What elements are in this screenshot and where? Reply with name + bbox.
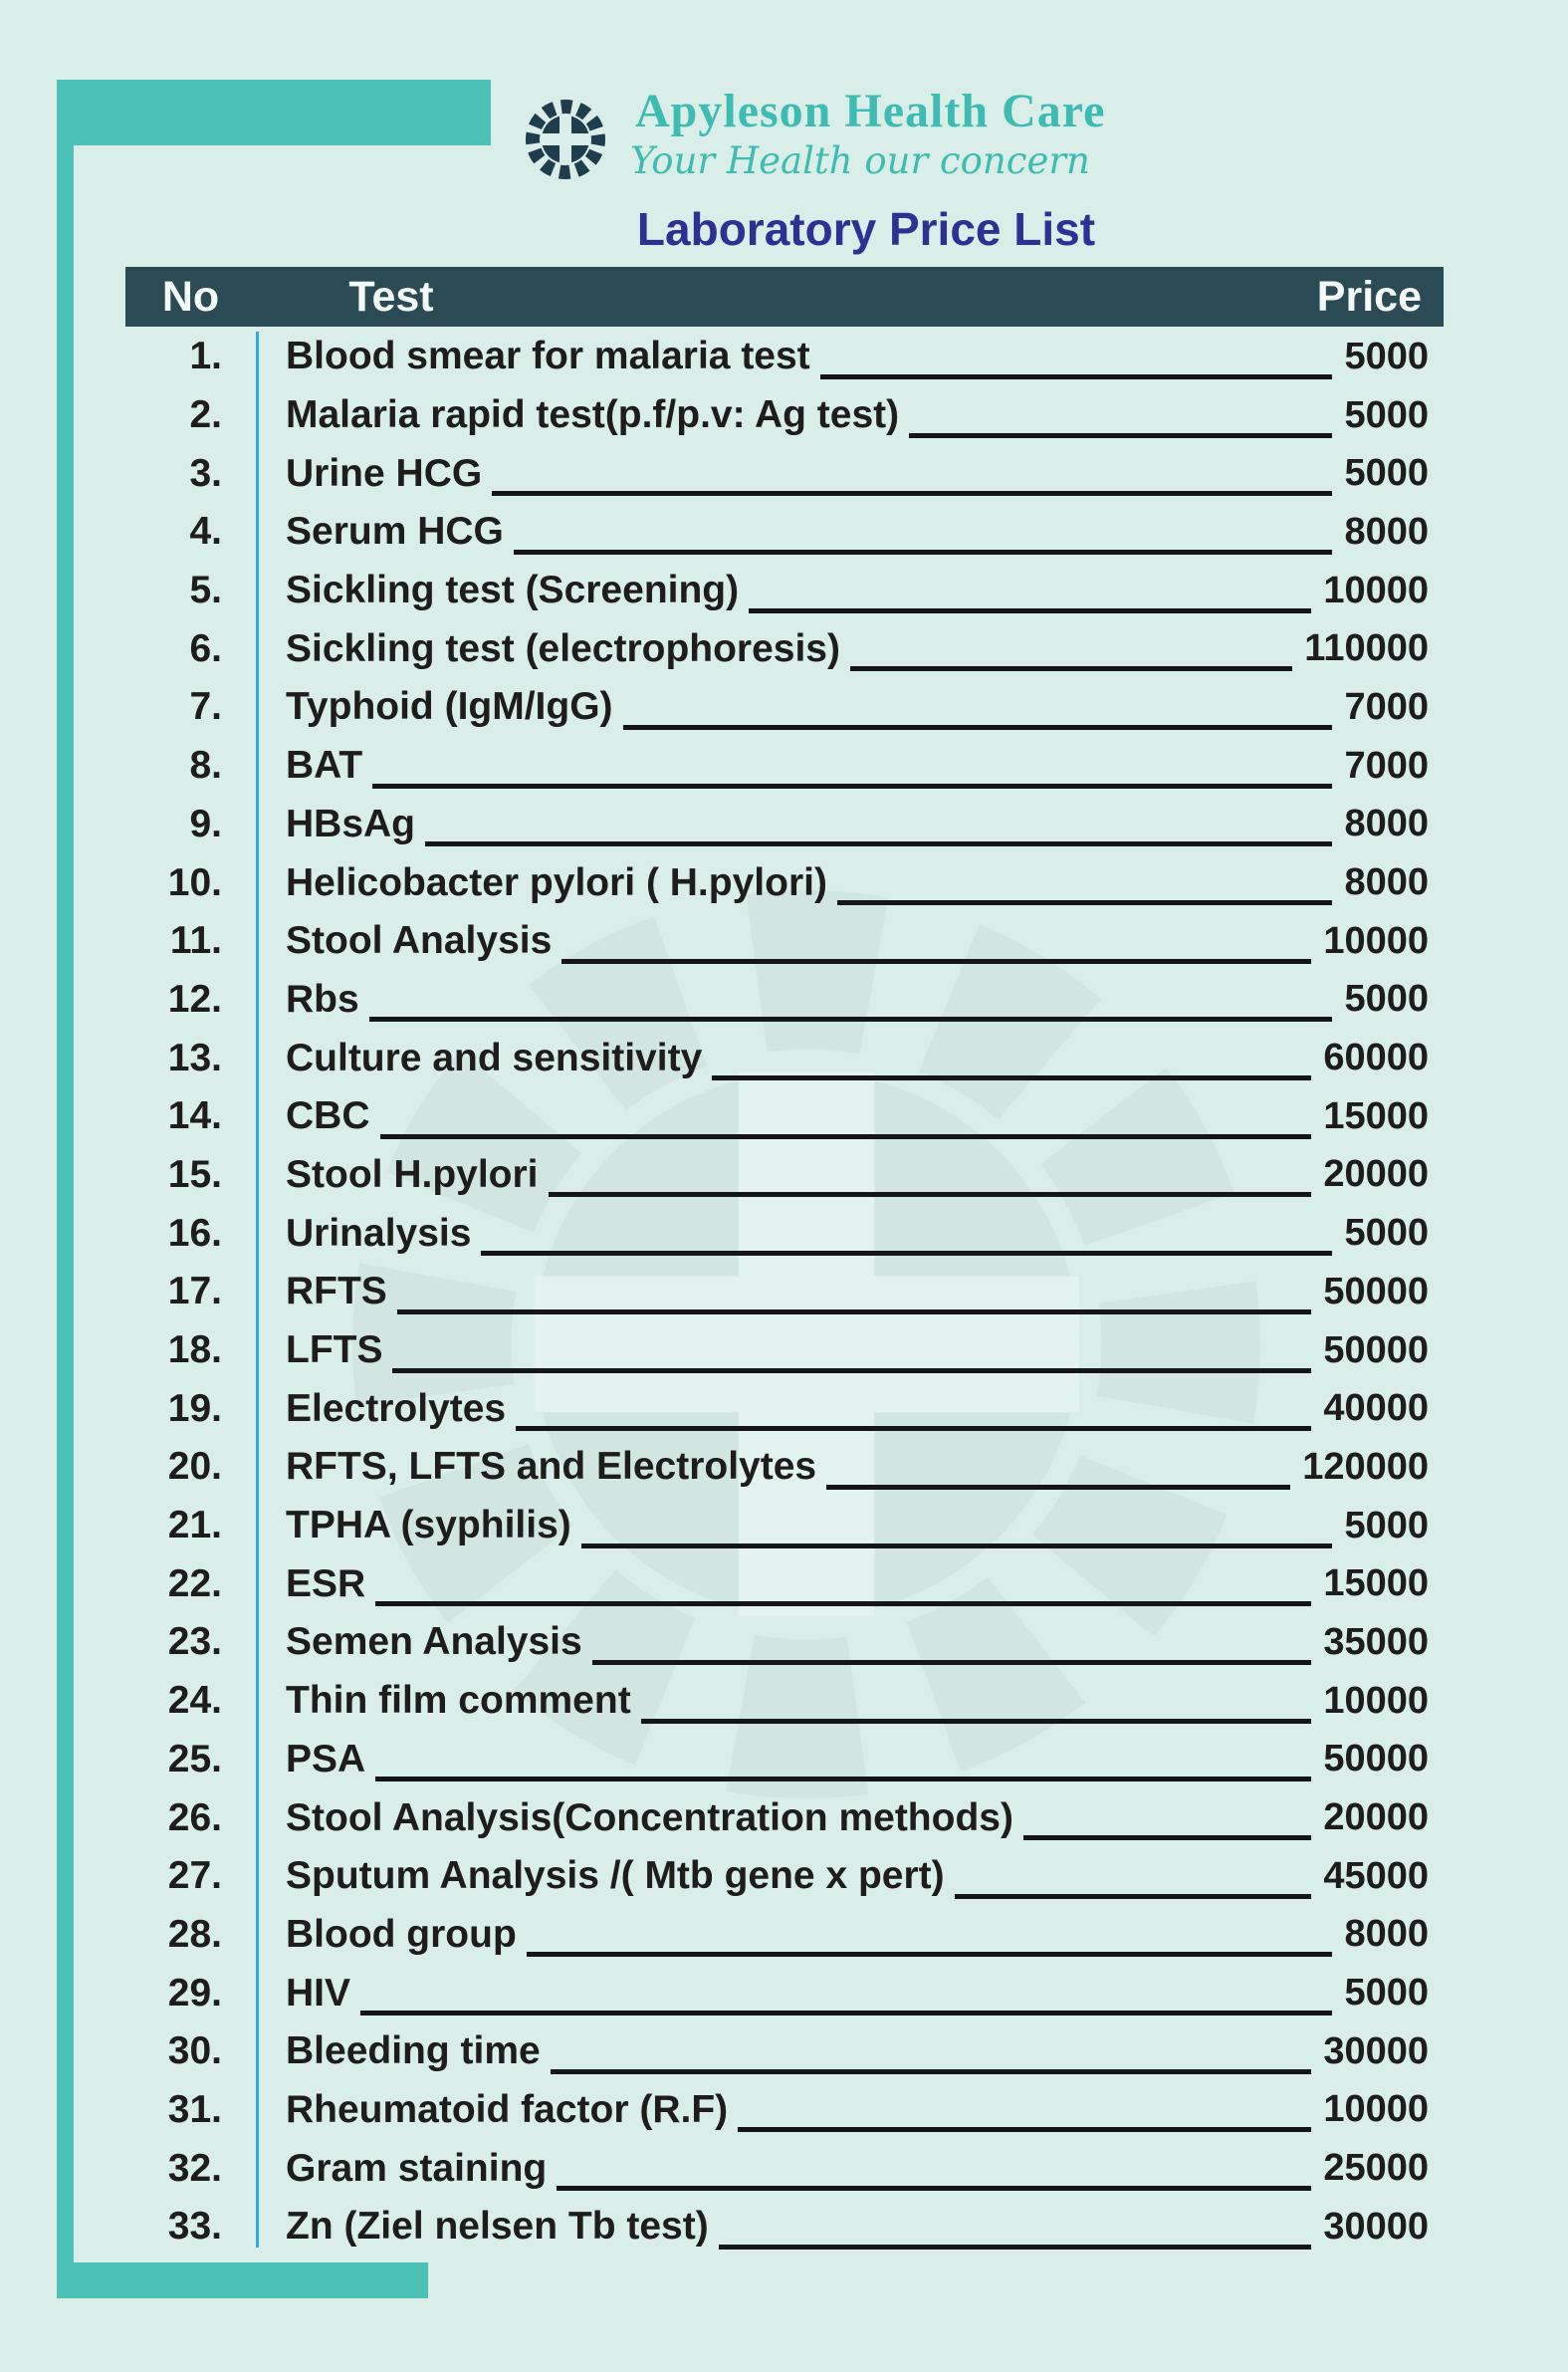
table-row xyxy=(125,503,1444,562)
row-no: 33. xyxy=(167,2205,222,2249)
table-row xyxy=(125,328,1444,386)
row-test: LFTS xyxy=(286,1328,383,1372)
row-price: 15000 xyxy=(1323,1562,1429,1605)
row-no: 30. xyxy=(167,2029,222,2073)
row-price: 8000 xyxy=(1344,803,1429,845)
table-row xyxy=(125,1847,1444,1906)
row-test: RFTS xyxy=(286,1270,387,1313)
row-leader-line xyxy=(551,2029,1312,2074)
row-leader-line xyxy=(375,1561,1311,1606)
row-price: 35000 xyxy=(1323,1620,1429,1663)
row-price: 10000 xyxy=(1323,919,1429,962)
table-row xyxy=(125,619,1444,678)
row-test: Gram staining xyxy=(286,2146,548,2190)
row-test: Sickling test (Screening) xyxy=(286,569,740,612)
row-test: PSA xyxy=(286,1737,366,1780)
table-row xyxy=(125,1321,1444,1380)
row-price: 10000 xyxy=(1323,2088,1429,2131)
table-row xyxy=(125,1964,1444,2022)
row-test: Stool Analysis(Concentration methods) xyxy=(286,1795,1013,1839)
table-row xyxy=(125,1263,1444,1321)
row-price: 5000 xyxy=(1344,1972,1429,2015)
health-care-logo-icon xyxy=(516,90,615,189)
row-leader-line xyxy=(592,1620,1312,1665)
row-no: 20. xyxy=(167,1445,222,1489)
row-test: Rheumatoid factor (R.F) xyxy=(286,2087,729,2131)
brand-tagline: Your Health our concern xyxy=(630,139,1090,182)
row-leader-line xyxy=(749,569,1311,613)
row-no: 27. xyxy=(167,1854,222,1898)
row-price: 7000 xyxy=(1344,685,1429,728)
row-no: 3. xyxy=(189,451,222,495)
row-test: Helicobacter pylori ( H.pylori) xyxy=(286,860,827,904)
row-price: 8000 xyxy=(1344,1913,1429,1956)
row-leader-line xyxy=(481,1211,1332,1256)
row-leader-line xyxy=(360,1971,1332,2016)
row-leader-line xyxy=(372,744,1332,789)
table-row xyxy=(125,1087,1444,1146)
row-leader-line xyxy=(514,510,1333,555)
row-price: 7000 xyxy=(1344,744,1429,787)
row-price: 5000 xyxy=(1344,335,1429,377)
row-test: RFTS, LFTS and Electrolytes xyxy=(286,1445,817,1489)
table-row xyxy=(125,737,1444,796)
row-leader-line xyxy=(955,1854,1312,1899)
row-test: Stool H.pylori xyxy=(286,1152,539,1196)
row-no: 26. xyxy=(167,1795,222,1839)
row-leader-line xyxy=(820,335,1333,379)
row-test: Electrolytes xyxy=(286,1386,507,1430)
table-row xyxy=(125,1554,1444,1613)
row-test: Culture and sensitivity xyxy=(286,1036,703,1079)
row-test: HIV xyxy=(286,1971,351,2015)
row-no: 28. xyxy=(167,1912,222,1956)
column-divider-line xyxy=(256,332,259,2248)
table-row xyxy=(125,2139,1444,2198)
table-row xyxy=(125,912,1444,971)
row-no: 12. xyxy=(167,977,222,1021)
row-test: BAT xyxy=(286,744,363,788)
frame-top-band xyxy=(57,80,491,145)
column-header-no: No xyxy=(161,272,220,321)
row-test: Bleeding time xyxy=(286,2029,541,2073)
table-row xyxy=(125,1029,1444,1087)
row-no: 32. xyxy=(167,2146,222,2190)
row-no: 23. xyxy=(167,1620,222,1664)
row-no: 6. xyxy=(189,626,222,670)
row-test: Urine HCG xyxy=(286,451,483,495)
row-no: 10. xyxy=(167,860,222,904)
row-price: 30000 xyxy=(1323,2029,1429,2072)
row-test: Blood group xyxy=(286,1912,517,1956)
page-title: Laboratory Price List xyxy=(636,203,1096,255)
table-body xyxy=(125,328,1444,2256)
row-test: ESR xyxy=(286,1561,366,1605)
row-no: 7. xyxy=(189,685,222,729)
table-row xyxy=(125,853,1444,912)
row-price: 5000 xyxy=(1344,978,1429,1021)
row-leader-line xyxy=(527,1912,1333,1957)
table-row xyxy=(125,1788,1444,1847)
row-price: 110000 xyxy=(1304,627,1429,670)
row-price: 10000 xyxy=(1323,569,1429,611)
table-row xyxy=(125,1204,1444,1263)
row-test: Zn (Ziel nelsen Tb test) xyxy=(286,2205,709,2249)
row-test: Blood smear for malaria test xyxy=(286,335,810,378)
brand-name: Apyleson Health Care xyxy=(635,85,1106,137)
row-leader-line xyxy=(712,1036,1311,1080)
table-row xyxy=(125,1613,1444,1672)
row-test: Serum HCG xyxy=(286,510,504,554)
row-leader-line xyxy=(850,626,1292,671)
row-test: Sickling test (electrophoresis) xyxy=(286,626,840,670)
table-row xyxy=(125,1146,1444,1205)
row-test: CBC xyxy=(286,1094,370,1138)
row-price: 40000 xyxy=(1323,1387,1429,1430)
row-price: 30000 xyxy=(1323,2205,1429,2248)
row-no: 9. xyxy=(189,802,222,845)
row-price: 5000 xyxy=(1344,452,1429,495)
row-no: 25. xyxy=(167,1737,222,1780)
row-test: HBsAg xyxy=(286,802,416,845)
row-price: 5000 xyxy=(1344,393,1429,436)
row-leader-line xyxy=(837,860,1333,905)
row-leader-line xyxy=(369,977,1333,1022)
row-leader-line xyxy=(375,1737,1311,1781)
table-row xyxy=(125,971,1444,1030)
table-row xyxy=(125,2081,1444,2140)
row-price: 50000 xyxy=(1323,1270,1429,1312)
row-test: Typhoid (IgM/IgG) xyxy=(286,685,613,729)
row-no: 16. xyxy=(167,1211,222,1255)
row-price: 5000 xyxy=(1344,1212,1429,1255)
row-test: Sputum Analysis /( Mtb gene x pert) xyxy=(286,1854,945,1898)
row-price: 50000 xyxy=(1323,1738,1429,1780)
row-no: 19. xyxy=(167,1386,222,1430)
row-leader-line xyxy=(641,1679,1312,1724)
table-header xyxy=(125,267,1444,327)
row-no: 29. xyxy=(167,1971,222,2015)
row-test: TPHA (syphilis) xyxy=(286,1504,571,1547)
row-price: 20000 xyxy=(1323,1153,1429,1196)
row-price: 10000 xyxy=(1323,1679,1429,1722)
row-no: 22. xyxy=(167,1561,222,1605)
row-leader-line xyxy=(549,1152,1312,1197)
row-price: 5000 xyxy=(1344,1504,1429,1546)
row-no: 5. xyxy=(189,569,222,612)
row-leader-line xyxy=(561,919,1311,964)
table-row xyxy=(125,1731,1444,1789)
row-leader-line xyxy=(719,2205,1312,2250)
row-no: 1. xyxy=(189,335,222,378)
row-test: Urinalysis xyxy=(286,1211,472,1255)
row-no: 13. xyxy=(167,1036,222,1079)
table-row xyxy=(125,796,1444,854)
row-no: 14. xyxy=(167,1094,222,1138)
row-price: 20000 xyxy=(1323,1796,1429,1839)
row-no: 11. xyxy=(169,919,222,963)
row-leader-line xyxy=(492,451,1332,496)
table-row xyxy=(125,444,1444,503)
row-price: 50000 xyxy=(1323,1328,1429,1371)
row-price: 25000 xyxy=(1323,2147,1429,2190)
row-leader-line xyxy=(909,393,1332,438)
table-row xyxy=(125,386,1444,445)
column-header-test: Test xyxy=(348,272,434,321)
row-no: 4. xyxy=(189,510,222,554)
row-leader-line xyxy=(516,1386,1311,1431)
row-test: Thin film comment xyxy=(286,1679,631,1723)
row-leader-line xyxy=(623,685,1333,730)
table-row xyxy=(125,1438,1444,1497)
row-leader-line xyxy=(557,2146,1311,2191)
table-row xyxy=(125,1672,1444,1731)
row-test: Malaria rapid test(p.f/p.v: Ag test) xyxy=(286,393,900,437)
row-price: 120000 xyxy=(1302,1445,1429,1488)
row-no: 2. xyxy=(189,393,222,437)
column-header-price: Price xyxy=(1316,272,1422,321)
row-leader-line xyxy=(397,1270,1312,1314)
table-row xyxy=(125,678,1444,737)
row-leader-line xyxy=(826,1445,1290,1490)
row-leader-line xyxy=(425,802,1332,846)
table-row xyxy=(125,1379,1444,1438)
row-leader-line xyxy=(581,1504,1333,1548)
row-price: 45000 xyxy=(1323,1854,1429,1897)
table-row xyxy=(125,1497,1444,1555)
row-test: Stool Analysis xyxy=(286,919,553,963)
row-no: 18. xyxy=(167,1328,222,1372)
row-no: 8. xyxy=(189,744,222,788)
table-row xyxy=(125,2198,1444,2256)
table-row xyxy=(125,562,1444,620)
row-no: 15. xyxy=(167,1152,222,1196)
row-price: 60000 xyxy=(1323,1037,1429,1079)
row-leader-line xyxy=(1023,1795,1311,1840)
row-price: 15000 xyxy=(1323,1094,1429,1137)
frame-bottom-band xyxy=(57,2262,428,2298)
row-price: 8000 xyxy=(1344,510,1429,553)
row-test: Rbs xyxy=(286,977,359,1021)
row-price: 8000 xyxy=(1344,861,1429,904)
row-no: 21. xyxy=(167,1504,222,1547)
row-leader-line xyxy=(380,1094,1312,1139)
row-no: 31. xyxy=(167,2087,222,2131)
row-no: 17. xyxy=(167,1270,222,1313)
row-leader-line xyxy=(392,1328,1311,1373)
row-leader-line xyxy=(738,2087,1311,2132)
table-row xyxy=(125,2022,1444,2081)
row-no: 24. xyxy=(167,1679,222,1723)
row-test: Semen Analysis xyxy=(286,1620,582,1664)
table-row xyxy=(125,1906,1444,1965)
frame-left-band xyxy=(57,80,74,2298)
